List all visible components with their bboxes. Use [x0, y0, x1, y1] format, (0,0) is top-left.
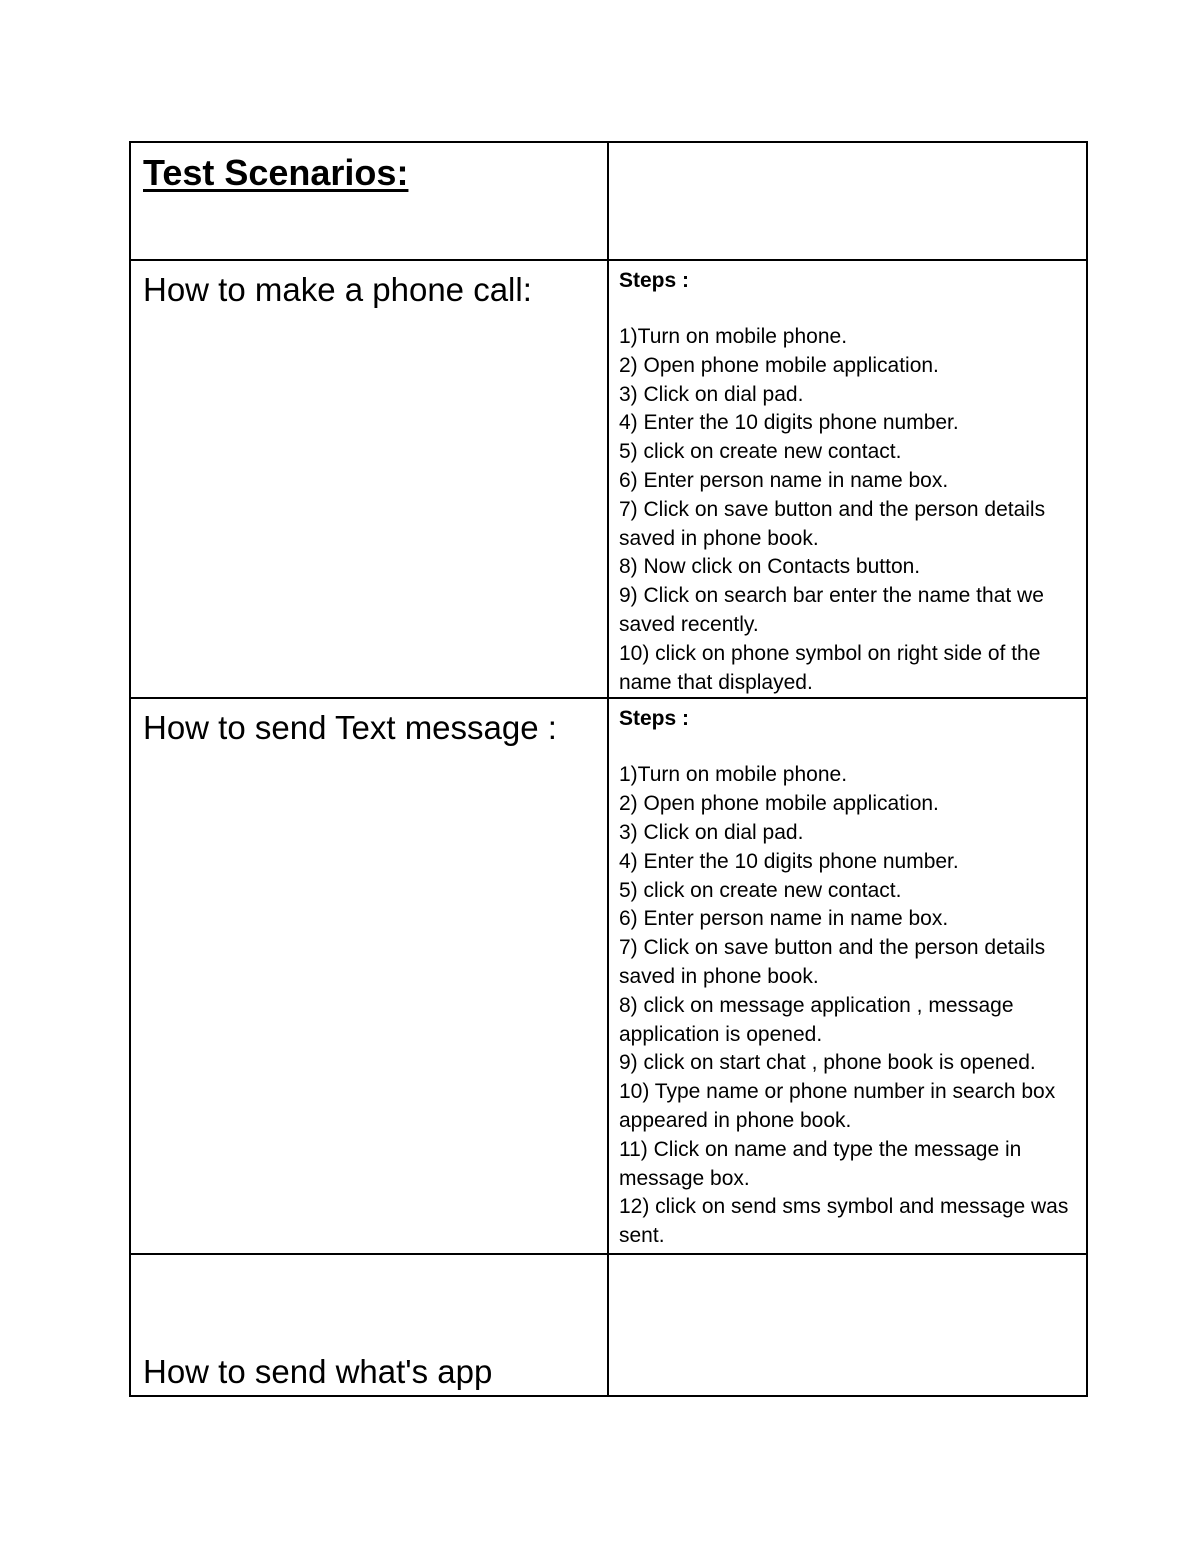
steps-cell	[608, 698, 1087, 1254]
step-item: 5) click on create new contact.	[619, 440, 902, 464]
empty-cell	[608, 142, 1087, 260]
step-item: 9) Click on search bar enter the name that we saved recently.	[619, 584, 1044, 636]
step-item: 11) Click on name and type the message in message box.	[619, 1137, 1022, 1190]
step-item: 4) Enter the 10 digits phone number.	[619, 849, 959, 873]
step-item: 6) Enter person name in name box.	[619, 907, 949, 931]
scenario-title: How to send what's app	[143, 1353, 493, 1391]
table-row	[130, 1254, 1087, 1396]
table-row	[130, 698, 1087, 1254]
step-item: 8) click on message application , message application is opened.	[619, 993, 1014, 1046]
step-item: 3) Click on dial pad.	[619, 820, 804, 844]
step-item: 1)Turn on mobile phone.	[619, 325, 848, 348]
steps-cell	[608, 260, 1087, 698]
step-item: 2) Open phone mobile application.	[619, 353, 939, 377]
table-row	[130, 260, 1087, 698]
table-row	[130, 142, 1087, 260]
test-scenarios-table	[129, 141, 1088, 1397]
step-item: 1)Turn on mobile phone.	[619, 763, 848, 787]
step-item: 12) click on send sms symbol and message was sent.	[619, 1195, 1069, 1248]
empty-cell	[608, 1254, 1087, 1396]
step-item: 9) click on start chat , phone book is opened.	[619, 1051, 1036, 1075]
step-item: 6) Enter person name in name box.	[619, 468, 949, 492]
scenario-cell	[130, 260, 608, 698]
step-item: 8) Now click on Contacts button.	[619, 555, 921, 579]
step-item: 2) Open phone mobile application.	[619, 792, 939, 816]
step-item: 10) click on phone symbol on right side of the name that displayed.	[619, 641, 1041, 694]
step-item: 5) click on create new contact.	[619, 878, 902, 902]
steps-list	[619, 323, 1072, 697]
title-cell	[130, 142, 608, 260]
step-item: 7) Click on save button and the person details saved in phone book.	[619, 936, 1046, 988]
step-item: 4) Enter the 10 digits phone number.	[619, 411, 959, 435]
page-title: Test Scenarios:	[143, 152, 409, 193]
steps-list	[619, 761, 1072, 1251]
step-item: 3) Click on dial pad.	[619, 382, 804, 406]
scenario-title: How to make a phone call:	[143, 271, 532, 308]
scenario-cell	[130, 698, 608, 1254]
steps-heading: Steps :	[619, 707, 690, 731]
scenario-title: How to send Text message :	[143, 709, 557, 747]
steps-heading: Steps :	[619, 269, 690, 292]
step-item: 7) Click on save button and the person details saved in phone book.	[619, 497, 1046, 550]
step-item: 10) Type name or phone number in search box appeared in phone book.	[619, 1080, 1056, 1132]
scenario-cell	[130, 1254, 608, 1396]
